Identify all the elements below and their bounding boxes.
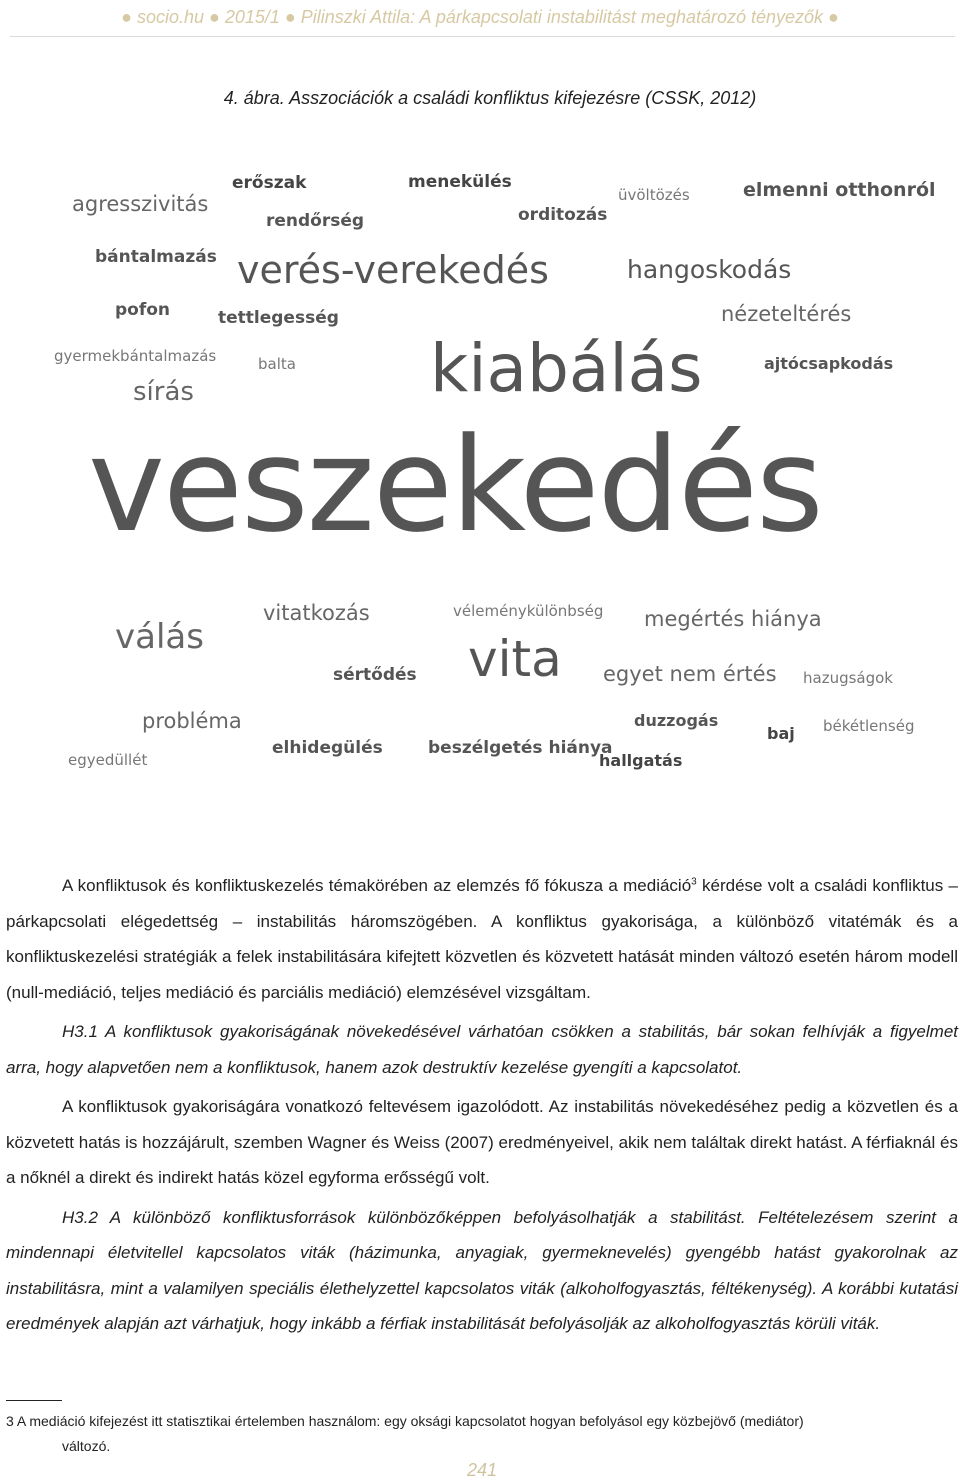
cloud-word: sértődés [333, 665, 417, 685]
cloud-word: sírás [133, 377, 194, 407]
cloud-word: duzzogás [634, 711, 719, 730]
cloud-word: gyermekbántalmazás [54, 347, 217, 365]
cloud-word: egyet nem értés [603, 662, 777, 686]
cloud-word: erőszak [232, 173, 307, 193]
cloud-word: vita [468, 630, 562, 688]
cloud-word: probléma [142, 709, 242, 733]
cloud-word: veszekedés [88, 409, 822, 561]
cloud-word: vitatkozás [263, 601, 370, 625]
paragraph-3: A konfliktusok gyakoriságára vonatkozó feltevésem igazolódott. Az instabilitás növekedéséhez pedig a közvetlen és a közvetett hatás is hozzájárult, szemben Wagner és Weiss (2007) eredményeivel, akik nem találtak direkt hatást. A férfiaknál és a nőknél a direkt és indirekt hatás közel egyforma erősségű volt. [6, 1097, 958, 1187]
cloud-word: véleménykülönbség [453, 602, 604, 620]
cloud-word: orditozás [518, 205, 608, 225]
cloud-word: tettlegesség [218, 308, 339, 328]
footnote-divider [6, 1400, 62, 1401]
cloud-word: pofon [115, 300, 171, 320]
cloud-word: békétlenség [823, 717, 915, 735]
footnote [6, 1409, 936, 1459]
cloud-word: nézeteltérés [721, 302, 852, 326]
cloud-word: agresszivitás [72, 192, 209, 216]
cloud-word: kiabálás [430, 330, 703, 407]
cloud-word: verés-verekedés [237, 248, 549, 292]
cloud-word: üvöltözés [618, 186, 690, 204]
running-header: ● socio.hu ● 2015/1 ● Pilinszki Attila: A párkapcsolati instabilitást meghatározó tényezők ● [121, 7, 839, 27]
hypothesis-h3-1: H3.1 A konfliktusok gyakoriságának növekedésével várhatóan csökken a stabilitás, bár sokan felhívják a figyelmet arra, hogy alapvetően nem a konfliktusok, hanem azok destruktív kezelése gyengíti a kapcsolatot. [6, 1022, 958, 1077]
cloud-word: válás [115, 617, 204, 657]
cloud-word: elmenni otthonról [743, 179, 936, 201]
cloud-word: balta [258, 355, 296, 373]
cloud-word: elhidegülés [272, 738, 383, 758]
paragraph-1-start: A konfliktusok és konfliktuskezelés témakörében az elemzés fő fókusza a mediáció [62, 876, 692, 895]
cloud-word: megértés hiánya [644, 607, 822, 631]
paragraph-1-end: kérdése volt a családi konfliktus – párkapcsolati elégedettség – instabilitás háromszögében. A konfliktus gyakorisága, a különböző vitatémák és a konfliktuskezelési stratégiák a felek instabilitására kifejtett közvetlen és közvetett hatását minden változó esetén három modell (null-mediáció, teljes mediáció és parciális mediáció) elemzésével vizsgáltam. [6, 876, 958, 1002]
cloud-word: hallgatás [599, 751, 683, 770]
footnote-line-1: 3 A mediáció kifejezést itt statisztikai értelemben használom: egy oksági kapcsolatot hogyan befolyásol egy közbejövő (mediátor) [6, 1413, 804, 1429]
cloud-word: rendőrség [266, 211, 365, 231]
cloud-word: hangoskodás [627, 255, 792, 284]
body-text [6, 868, 958, 1346]
footnote-line-2: változó. [62, 1438, 111, 1454]
cloud-word: egyedüllét [68, 751, 148, 769]
cloud-word: menekülés [408, 172, 512, 192]
cloud-word: baj [767, 724, 795, 743]
paragraph-1 [6, 868, 958, 1010]
figure-title: 4. ábra. Asszociációk a családi konfliktus kifejezésre (CSSK, 2012) [223, 88, 757, 108]
footnote-ref[interactable]: 3 [691, 876, 697, 888]
cloud-word: beszélgetés hiánya [428, 738, 613, 758]
hypothesis-h3-2: H3.2 A különböző konfliktusforrások különbözőképpen befolyásolhatják a stabilitást. Feltételezésem szerint a mindennapi életvitellel kapcsolatos viták (házimunka, anyagiak, gyermeknevelés) gyengébb hatást gyakorolnak az instabilitásra, mint a valamilyen speciális élethelyzettel kapcsolatos viták (alkoholfogyasztás, féltékenység). A korábbi kutatási eredmények alapján azt várhatjuk, hogy inkább a férfiak instabilitását befolyásolják az alkoholfogyasztás körüli viták. [6, 1207, 958, 1333]
page-number: 241 [466, 1460, 498, 1480]
cloud-word: hazugságok [803, 669, 893, 687]
cloud-word: ajtócsapkodás [764, 354, 894, 373]
cloud-word: bántalmazás [95, 247, 217, 267]
